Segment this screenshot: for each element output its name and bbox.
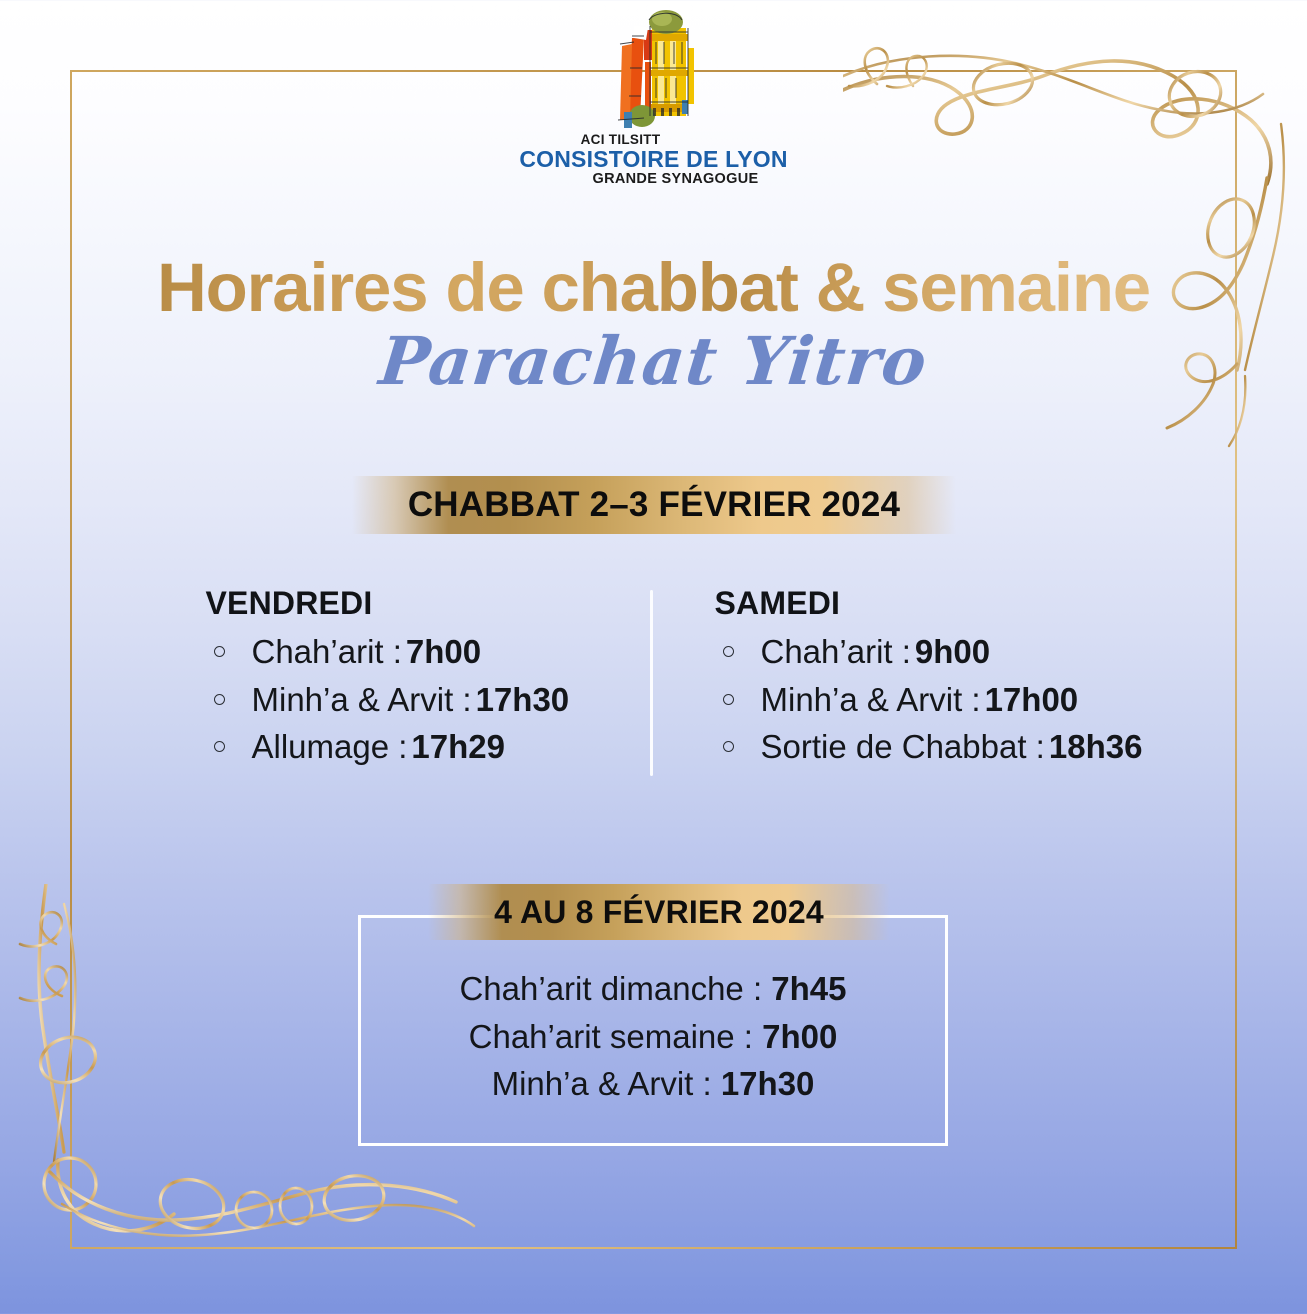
row-label: Minh’a & Arvit : (251, 680, 472, 718)
week-date-banner: 4 AU 8 FÉVRIER 2024 (428, 884, 890, 940)
parasha-subtitle: Parachat Yitro (375, 322, 932, 400)
chabbat-schedule (0, 585, 1307, 771)
column-divider (650, 590, 653, 776)
row-label: Chah’arit dimanche : (459, 970, 763, 1007)
row-time: 17h30 (720, 1065, 815, 1103)
row-label: Minh’a & Arvit : (760, 680, 981, 718)
synagogue-illustration-icon (604, 8, 704, 130)
friday-times-list (206, 628, 654, 771)
row-label: Allumage : (251, 728, 408, 766)
bullet-circle-icon (214, 646, 225, 657)
row-label: Sortie de Chabbat : (760, 728, 1045, 766)
row-time: 7h45 (771, 970, 847, 1007)
list-item (358, 965, 948, 1013)
friday-day-title: VENDREDI (205, 585, 373, 621)
logo-line-consistoire: CONSISTOIRE DE LYON (519, 146, 788, 172)
logo-line-aci-tilsitt: ACI TILSITT (580, 132, 661, 147)
list-item (715, 723, 1143, 771)
row-label: Chah’arit : (760, 633, 911, 670)
saturday-column (654, 585, 1143, 771)
list-item (206, 676, 654, 724)
list-item (715, 676, 1102, 724)
list-item (358, 1060, 948, 1108)
list-item (358, 1013, 948, 1061)
row-time: 9h00 (914, 633, 991, 670)
row-time: 7h00 (405, 633, 482, 670)
bullet-circle-icon (723, 741, 734, 752)
row-time: 18h36 (1048, 728, 1143, 766)
saturday-times-list (715, 628, 1143, 771)
row-time: 7h00 (762, 1017, 838, 1055)
bullet-circle-icon (723, 694, 734, 705)
logo-block (0, 8, 1307, 188)
row-label: Chah’arit : (251, 633, 402, 670)
page-title: Horaires de chabbat & semaine (0, 248, 1307, 327)
row-time: 17h29 (411, 728, 505, 766)
row-label: Minh’a & Arvit : (491, 1065, 712, 1103)
list-item (715, 628, 1102, 676)
bullet-circle-icon (214, 741, 225, 752)
friday-column (206, 585, 654, 771)
list-item (206, 628, 654, 676)
bullet-circle-icon (214, 694, 225, 705)
row-label: Chah’arit semaine : (468, 1017, 753, 1055)
list-item (206, 723, 654, 771)
logo-line-grande-synagogue: GRANDE SYNAGOGUE (592, 170, 759, 187)
bullet-circle-icon (723, 646, 734, 657)
saturday-day-title: SAMEDI (714, 585, 841, 621)
chabbat-date-banner: CHABBAT 2–3 FÉVRIER 2024 (352, 476, 956, 534)
row-time: 17h00 (984, 680, 1079, 718)
row-time: 17h30 (475, 680, 570, 718)
week-times-list (358, 965, 948, 1108)
